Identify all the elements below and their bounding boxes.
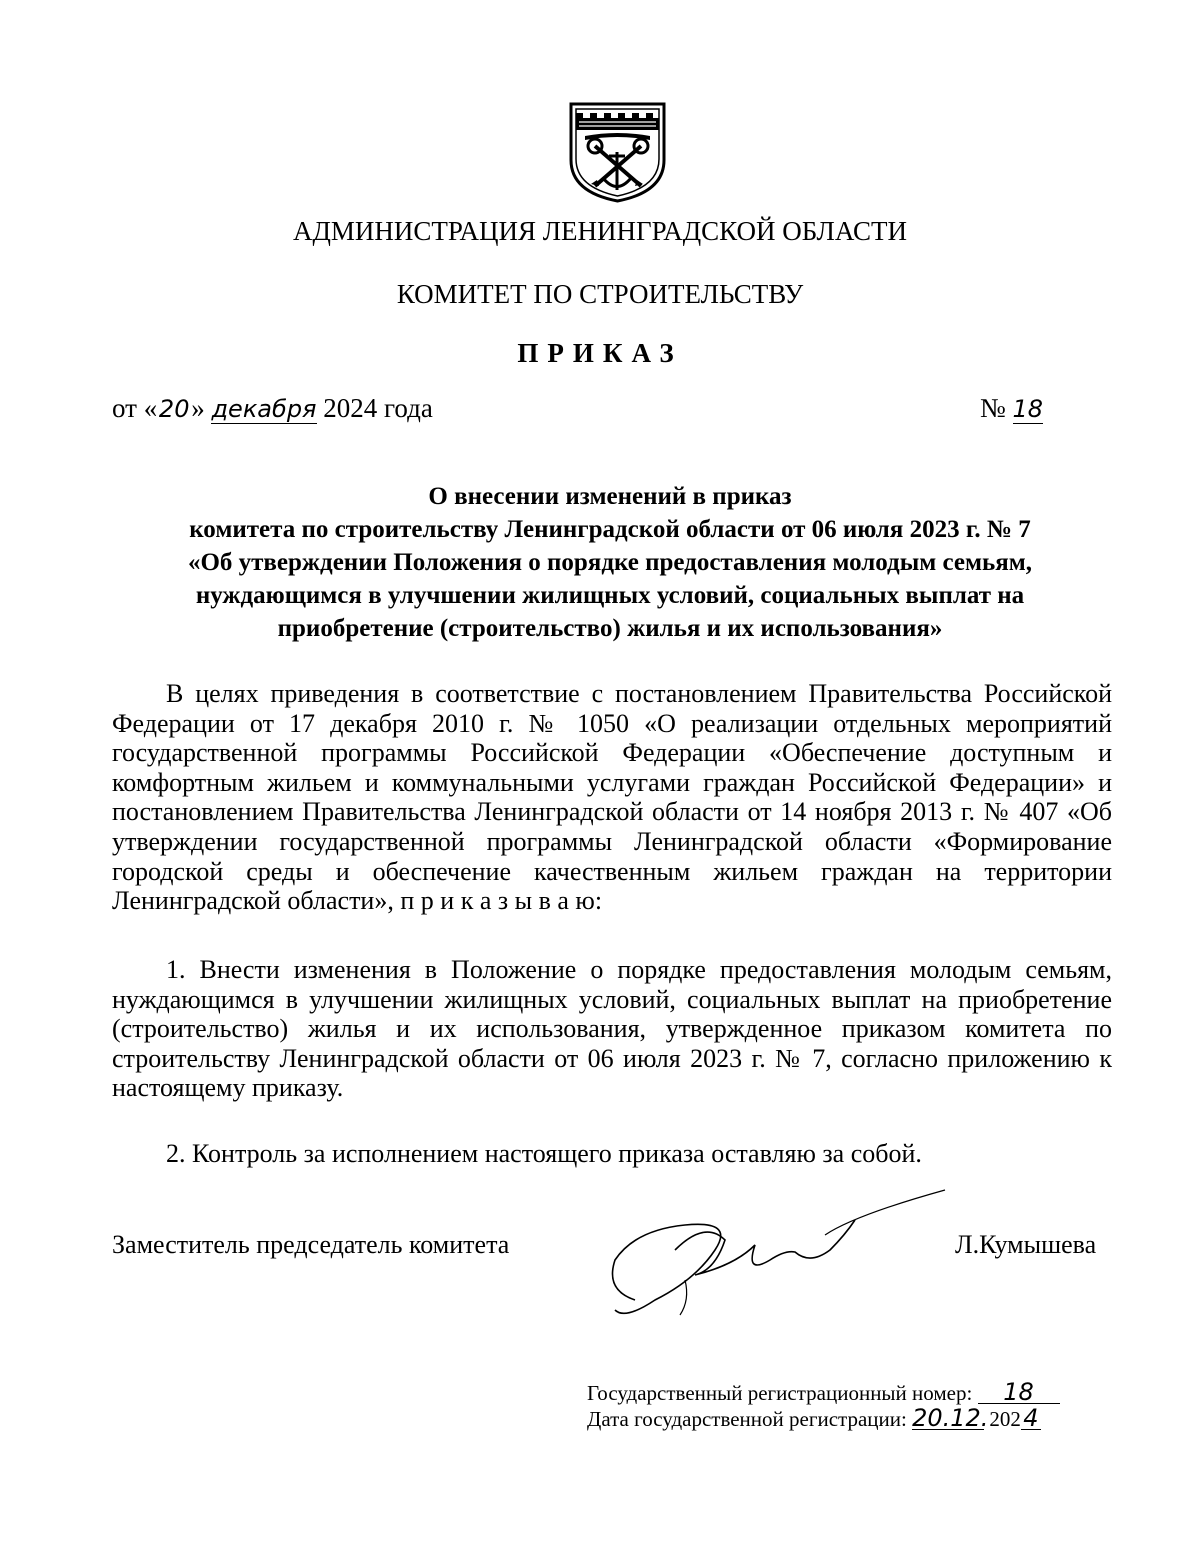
signatory-title: Заместитель председатель комитета xyxy=(112,1230,510,1259)
title-line: «Об утверждении Положения о порядке предоставления молодым семьям, xyxy=(187,549,1033,576)
committee-name: КОМИТЕТ ПО СТРОИТЕЛЬСТВУ xyxy=(396,279,804,309)
handwritten-signature xyxy=(595,1180,965,1330)
title-line: комитета по строительству Ленинградской области от 06 июля 2023 г. № 7 xyxy=(189,516,1031,543)
registration-date-value: 20.12. xyxy=(912,1404,989,1432)
leningrad-oblast-coat-of-arms-icon xyxy=(565,100,670,205)
title-line: нуждающимся в улучшении жилищных условий, социальных выплат на xyxy=(195,582,1025,609)
date-day: 20 xyxy=(158,395,190,423)
preamble-paragraph xyxy=(112,679,1112,916)
number-label: № xyxy=(980,393,1006,423)
registration-number xyxy=(587,1378,1060,1406)
registration-number-label: Государственный регистрационный номер: xyxy=(587,1381,973,1405)
order-item-1: 1. Внести изменения в Положение о порядке предоставления молодым семьям, нуждающимся в улучшении жилищных условий, социальных выплат на приобретение (строительство) жилья и их использования, утвержденное приказом комитета по строительству Ленинградской области от 06 июля 2023 г. № 7, согласно приложению к настоящему приказу. xyxy=(112,955,1112,1103)
date-month: декабря xyxy=(211,395,317,423)
registration-number-value: 18 xyxy=(978,1381,1060,1404)
title-line: О внесении изменений в приказ xyxy=(428,483,792,510)
order-word: п р и к а з ы в а ю: xyxy=(400,886,603,916)
order-item-2: 2. Контроль за исполнением настоящего приказа оставляю за собой. xyxy=(166,1139,922,1168)
date-prefix: от xyxy=(112,393,137,423)
date-open-quote: « xyxy=(143,393,158,423)
registration-date xyxy=(587,1404,1041,1432)
registration-year-prefix: 202 xyxy=(989,1407,1021,1431)
title-line: приобретение (строительство) жилья и их использования» xyxy=(277,615,943,642)
date-year: 2024 года xyxy=(323,393,433,423)
signatory-name: Л.Кумышева xyxy=(955,1230,1097,1259)
order-number xyxy=(980,393,1043,424)
order-title xyxy=(110,480,1110,645)
authority-name: АДМИНИСТРАЦИЯ ЛЕНИНГРАДСКОЙ ОБЛАСТИ xyxy=(292,216,907,246)
preamble-text: В целях приведения в соответствие с постановлением Правительства Российской Федерации от 17 декабря 2010 г. № 1050 «О реализации отдельных мероприятий государственной программы Российской Федерации «Обеспечение доступным и комфортным жильем и коммунальными услугами граждан Российской Федерации» и постановлением Правительства Ленинградской области от 14 ноября 2013 г. № 407 «Об утверждении государственной программы Ленинградской области «Формирование городской среды и обеспечение качественным жильем граждан на территории Ленинградской области», xyxy=(112,679,1112,916)
registration-year-suffix: 4 xyxy=(1021,1407,1041,1430)
registration-date-label: Дата государственной регистрации: xyxy=(587,1407,907,1431)
order-date xyxy=(112,393,433,424)
date-close-quote: » xyxy=(191,393,205,423)
document-type: ПРИКАЗ xyxy=(517,338,683,368)
number-value: 18 xyxy=(1012,395,1044,423)
